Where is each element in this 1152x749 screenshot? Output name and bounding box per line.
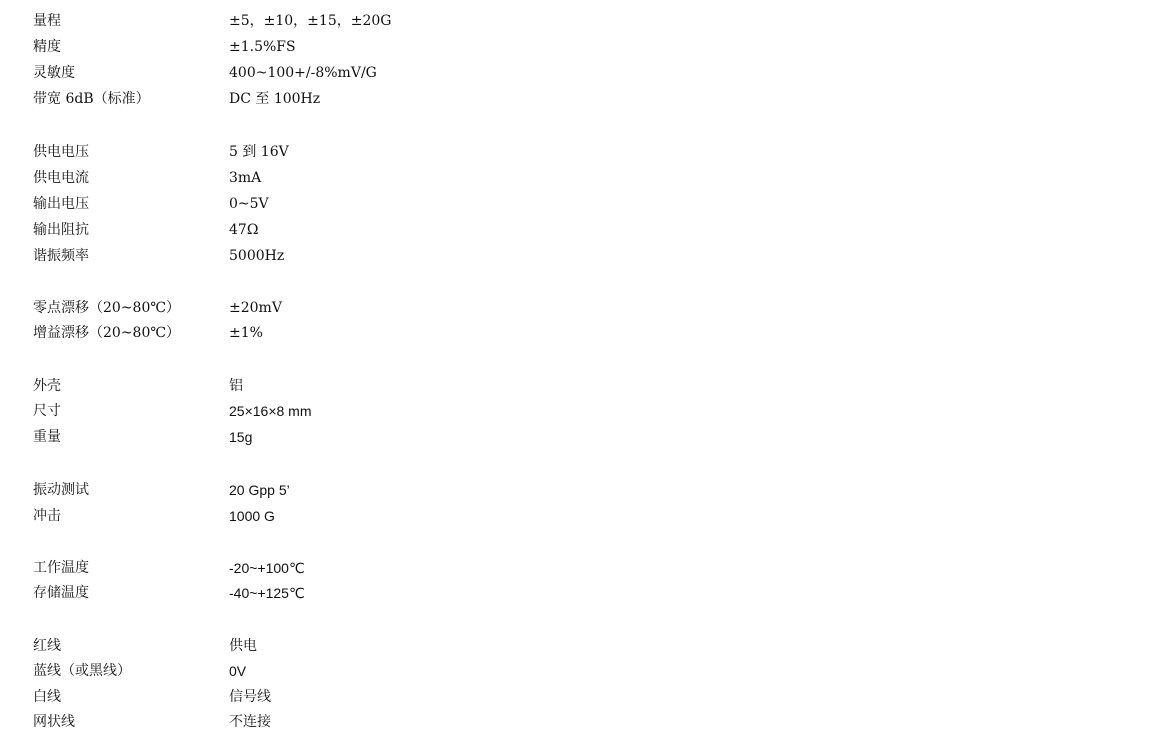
spec-row-shield-wire <box>0 711 1152 733</box>
spec-value: -20~+100℃ <box>229 560 305 576</box>
spec-label: 精度 <box>33 39 61 55</box>
spec-value: 5 到 16V <box>229 144 289 160</box>
spec-label: 工作温度 <box>33 560 89 576</box>
spec-label: 冲击 <box>33 508 61 524</box>
spec-row-storage-temperature <box>0 582 1152 604</box>
spec-value: 信号线 <box>229 689 271 705</box>
spec-row-vibration-test <box>0 479 1152 501</box>
spec-value: ±1% <box>229 325 263 341</box>
spec-label: 蓝线（或黑线） <box>33 663 131 679</box>
spec-label: 供电电流 <box>33 170 89 186</box>
spec-value: 不连接 <box>229 714 271 730</box>
spec-value: ±1.5%FS <box>229 39 296 55</box>
spec-row-dimensions <box>0 400 1152 422</box>
spec-row-output-voltage <box>0 193 1152 215</box>
spec-label: 输出电压 <box>33 196 89 212</box>
spec-row-red-wire <box>0 635 1152 657</box>
spec-label: 重量 <box>33 429 61 445</box>
spec-label: 谐振频率 <box>33 248 89 264</box>
spec-label: 灵敏度 <box>33 65 75 81</box>
spec-label: 供电电压 <box>33 144 89 160</box>
spec-label: 带宽 6dB（标准） <box>33 91 150 107</box>
spec-value: 供电 <box>229 638 257 654</box>
spec-row-housing <box>0 375 1152 397</box>
spec-value: 3mA <box>229 170 262 186</box>
spec-value: 0~5V <box>229 196 269 212</box>
spec-value: 25×16×8 mm <box>229 403 312 419</box>
spec-row-weight <box>0 426 1152 448</box>
spec-value: 20 Gpp 5’ <box>229 482 290 498</box>
spec-value: -40~+125℃ <box>229 585 305 601</box>
spec-row-output-impedance <box>0 219 1152 241</box>
spec-value: 0V <box>229 663 247 679</box>
spec-row-bandwidth <box>0 88 1152 110</box>
spec-row-accuracy <box>0 36 1152 58</box>
spec-value: ±20mV <box>229 300 282 316</box>
spec-label: 白线 <box>33 689 61 705</box>
spec-row-supply-current <box>0 167 1152 189</box>
spec-value: 5000Hz <box>229 248 285 264</box>
spec-row-operating-temperature <box>0 557 1152 579</box>
spec-row-sensitivity <box>0 62 1152 84</box>
spec-label: 零点漂移（20~80℃） <box>33 300 181 316</box>
spec-value: 铝 <box>229 378 243 394</box>
spec-label: 输出阻抗 <box>33 222 89 238</box>
spec-label: 量程 <box>33 13 61 29</box>
spec-row-resonant-frequency <box>0 245 1152 267</box>
spec-row-zero-drift <box>0 297 1152 319</box>
spec-label: 增益漂移（20~80℃） <box>33 325 181 341</box>
spec-value: 1000 G <box>229 508 275 524</box>
spec-row-white-wire <box>0 686 1152 708</box>
spec-value: ±5，±10，±15，±20G <box>229 13 392 29</box>
spec-value: 400~100+/-8%mV/G <box>229 65 377 81</box>
spec-value: 15g <box>229 429 253 445</box>
spec-value: 47Ω <box>229 222 259 238</box>
spec-label: 外壳 <box>33 378 61 394</box>
spec-row-gain-drift <box>0 322 1152 344</box>
spec-value: DC 至 100Hz <box>229 91 321 107</box>
spec-row-shock <box>0 505 1152 527</box>
spec-row-blue-wire <box>0 660 1152 682</box>
spec-label: 尺寸 <box>33 403 61 419</box>
spec-label: 红线 <box>33 638 61 654</box>
spec-row-supply-voltage <box>0 141 1152 163</box>
spec-label: 振动测试 <box>33 482 89 498</box>
spec-label: 网状线 <box>33 714 75 730</box>
spec-label: 存储温度 <box>33 585 89 601</box>
spec-row-range <box>0 10 1152 32</box>
